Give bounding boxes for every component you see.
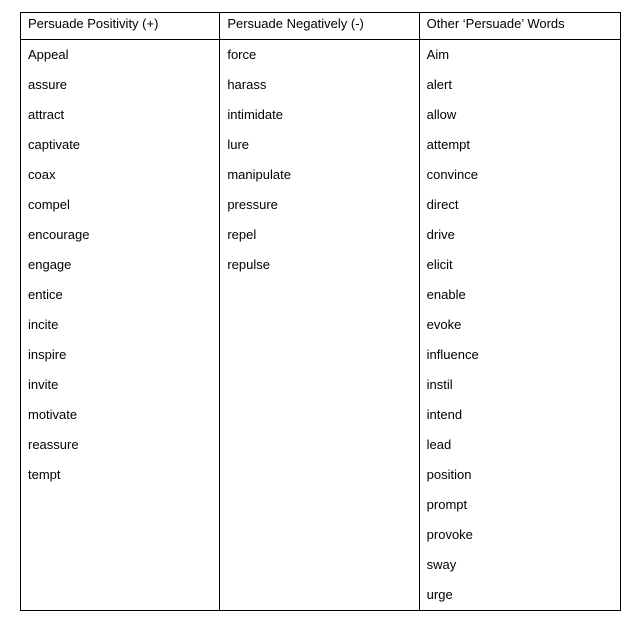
table-cell: inspire — [28, 347, 67, 362]
column-header: Persuade Negatively (-) — [220, 13, 418, 40]
table-cell: tempt — [28, 467, 61, 482]
table-cell: captivate — [28, 137, 81, 152]
table-cell: incite — [28, 317, 59, 332]
table-cell: repel — [227, 227, 257, 242]
table-cell: provoke — [426, 527, 473, 542]
table-cell: position — [426, 467, 472, 482]
table-cell: prompt — [426, 497, 468, 512]
table-cell: alert — [426, 77, 452, 92]
table-cell: force — [227, 47, 257, 62]
table-cell: assure — [28, 77, 68, 92]
table-cell: urge — [426, 587, 453, 602]
table-cell: lead — [426, 437, 452, 452]
table-cell: influence — [426, 347, 479, 362]
table-cell: harass — [227, 77, 267, 92]
table-cell: intimidate — [227, 107, 283, 122]
table-cell: pressure — [227, 197, 278, 212]
table-cell: entice — [28, 287, 63, 302]
table-cell: evoke — [426, 317, 462, 332]
table-column — [420, 13, 620, 610]
table-cell: manipulate — [227, 167, 291, 182]
table-cell: lure — [227, 137, 250, 152]
table-cell: motivate — [28, 407, 78, 422]
table-column — [220, 13, 419, 610]
table-column — [21, 13, 220, 610]
table-cell: sway — [426, 557, 457, 572]
table-cell: allow — [426, 107, 457, 122]
table-cell: direct — [426, 197, 459, 212]
table-cell: instil — [426, 377, 453, 392]
table-cell: attract — [28, 107, 65, 122]
table-cell: drive — [426, 227, 455, 242]
table-cell: coax — [28, 167, 56, 182]
table-cell: repulse — [227, 257, 270, 272]
table-cell: encourage — [28, 227, 90, 242]
table-cell: Aim — [426, 47, 450, 62]
column-header: Persuade Positivity (+) — [21, 13, 219, 40]
table-cell: enable — [426, 287, 466, 302]
table-cell: intend — [426, 407, 463, 422]
table-cell: elicit — [426, 257, 453, 272]
column-header: Other ‘Persuade’ Words — [420, 13, 620, 40]
table-cell: attempt — [426, 137, 471, 152]
table-cell: compel — [28, 197, 70, 212]
table-cell: Appeal — [28, 47, 69, 62]
table-cell: convince — [426, 167, 478, 182]
persuade-words-table — [20, 12, 621, 611]
table-cell: reassure — [28, 437, 79, 452]
table-cell: engage — [28, 257, 72, 272]
table-cell: invite — [28, 377, 59, 392]
